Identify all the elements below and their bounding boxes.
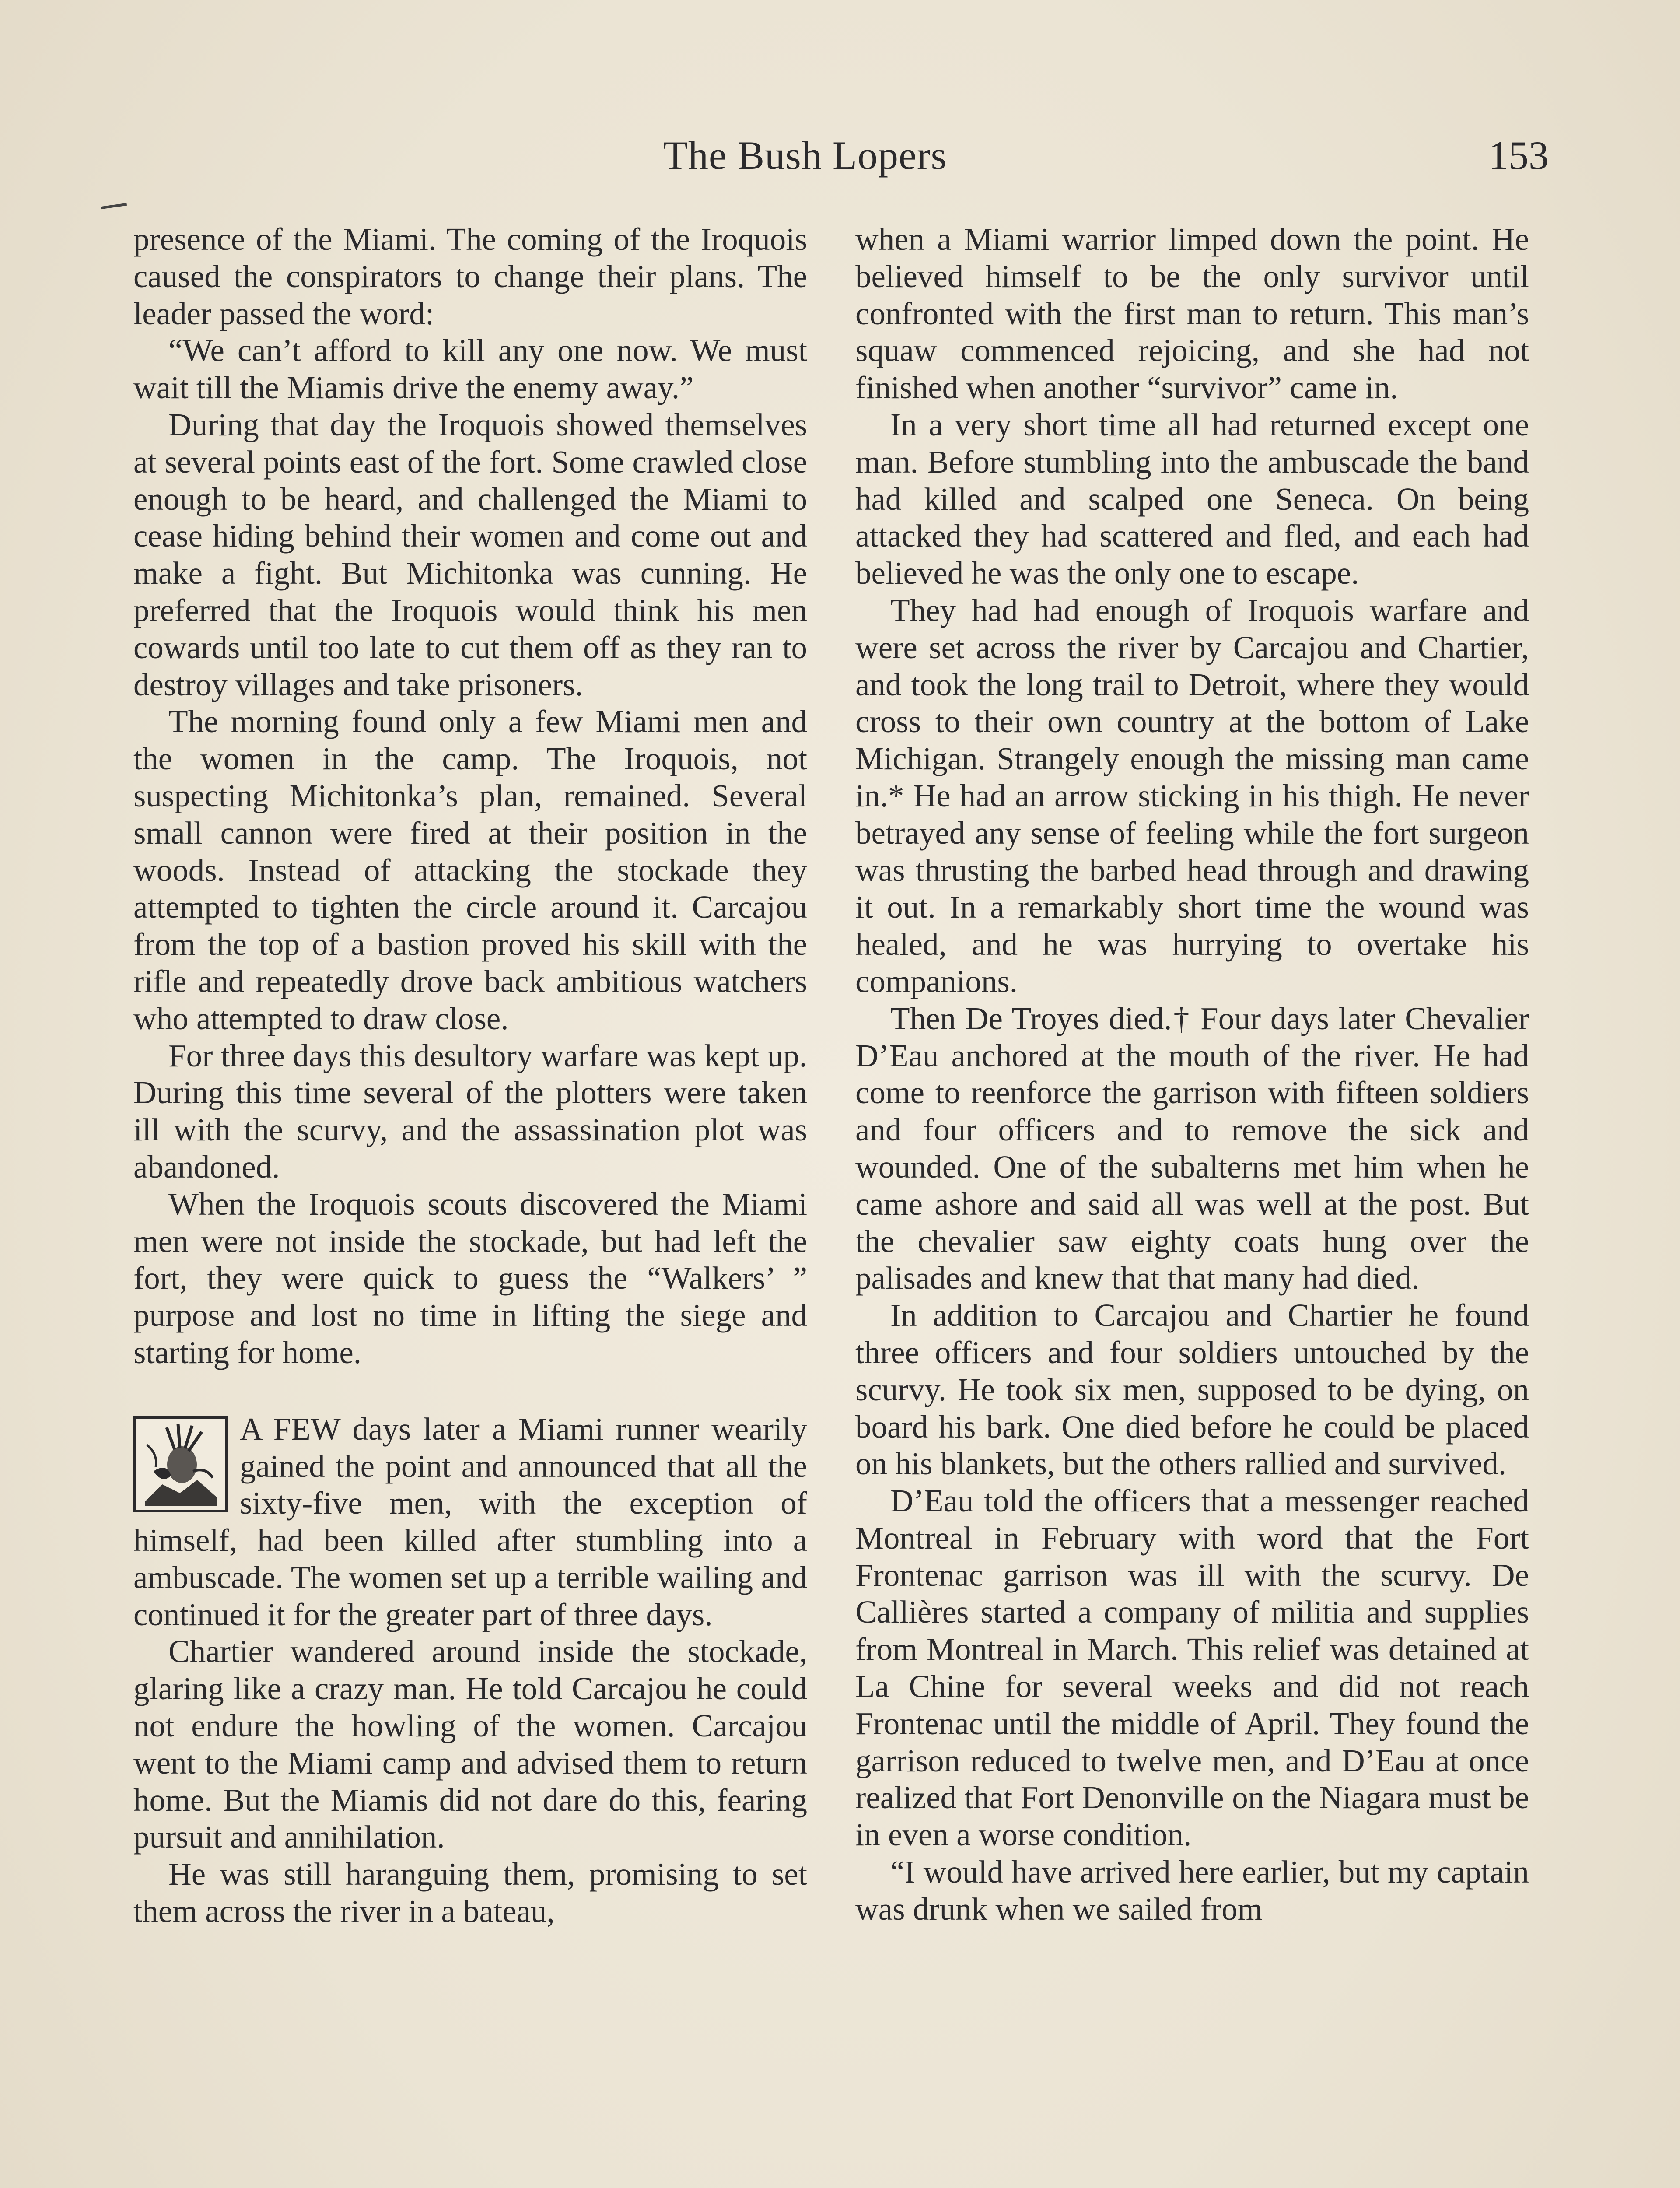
running-title: The Bush Lopers: [663, 133, 947, 178]
paragraph: During that day the Iroquois showed themselves at several points east of the fort. Some crawled close enough to be heard, and challenged the Miami to cease hiding behind their women and come out and make a fight. But Michitonka was cunning. He preferred that the Iroquois would think his men cowards until too late to cut them off as they ran to destroy villages and take prisoners.: [133, 407, 807, 702]
indian-head-ornament-icon: [133, 1416, 228, 1512]
paragraph: “We can’t afford to kill any one now. We must wait till the Miamis drive the enemy away.”: [133, 333, 807, 406]
page-number: 153: [1488, 133, 1549, 178]
paragraph: A FEW days later a Miami runner wearily gained the point and announced that all the sixty-five men, with the exception of himself, had been killed after stumbling into a ambuscade. The women set up a terrible wailing and continued it for the greater part of three days.: [133, 1411, 807, 1632]
section-break: [133, 1371, 807, 1411]
paragraph: “I would have arrived here earlier, but my captain was drunk when we sailed from: [855, 1854, 1529, 1927]
paragraph: When the Iroquois scouts discovered the Miami men were not inside the stockade, but had left the fort, they were quick to guess the “Walkers’ ” purpose and lost no time in lifting the siege and starting for home.: [133, 1186, 807, 1370]
paragraph: when a Miami warrior limped down the point. He believed himself to be the only survivor until confronted with the first man to return. This man’s squaw commenced rejoicing, and she had not finished when another “survivor” came in.: [855, 221, 1529, 406]
paragraph: He was still haranguing them, promising to set them across the river in a bateau,: [133, 1856, 807, 1929]
left-column: [133, 221, 807, 1930]
running-head: [0, 127, 1680, 184]
paragraph: In addition to Carcajou and Chartier he found three officers and four soldiers untouched by the scurvy. He took six men, supposed to be dying, on board his bark. One died before he could be placed on his blankets, but the others rallied and survived.: [855, 1297, 1529, 1482]
paragraph: Then De Troyes died.† Four days later Chevalier D’Eau anchored at the mouth of the river. He had come to reenforce the garrison with fifteen soldiers and four officers and to remove the sick and wounded. One of the subalterns met him when he came ashore and said all was well at the post. But the chevalier saw eighty coats hung over the palisades and knew that that many had died.: [855, 1000, 1529, 1296]
margin-mark: [101, 203, 127, 209]
paragraph: In a very short time all had returned except one man. Before stumbling into the ambuscade the band had killed and scalped one Seneca. On being attacked they had scattered and fled, and each had believed he was the only one to escape.: [855, 407, 1529, 591]
paragraph: Chartier wandered around inside the stockade, glaring like a crazy man. He told Carcajou he could not endure the howling of the women. Carcajou went to the Miami camp and advised them to return home. But the Miamis did not dare do this, fearing pursuit and annihilation.: [133, 1634, 807, 1855]
paragraph: presence of the Miami. The coming of the Iroquois caused the conspirators to change their plans. The leader passed the word:: [133, 221, 807, 331]
paragraph: D’Eau told the officers that a messenger reached Montreal in February with word that the Fort Frontenac garrison was ill with the scurvy. De Callières started a company of militia and supplies from Montreal in March. This relief was detained at La Chine for several weeks and did not reach Frontenac until the middle of April. They found the garrison reduced to twelve men, and D’Eau at once realized that Fort Denonville on the Niagara must be in even a worse condition.: [855, 1483, 1529, 1853]
dropcap-paragraph: [133, 1411, 807, 1634]
right-column: [855, 221, 1529, 1928]
paragraph: They had had enough of Iroquois warfare and were set across the river by Carcajou and Chartier, and took the long trail to Detroit, where they would cross to their own country at the bottom of Lake Michigan. Strangely enough the missing man came in.* He had an arrow sticking in his thigh. He never betrayed any sense of feeling while the fort surgeon was thrusting the barbed head through and drawing it out. In a remarkably short time the wound was healed, and he was hurrying to overtake his companions.: [855, 592, 1529, 999]
paragraph: For three days this desultory warfare was kept up. During this time several of the plotters were taken ill with the scurvy, and the assassination plot was abandoned.: [133, 1038, 807, 1185]
paragraph: The morning found only a few Miami men and the women in the camp. The Iroquois, not suspecting Michitonka’s plan, remained. Several small cannon were fired at their position in the woods. Instead of attacking the stockade they attempted to tighten the circle around it. Carcajou from the top of a bastion proved his skill with the rifle and repeatedly drove back ambitious watchers who attempted to draw close.: [133, 704, 807, 1036]
